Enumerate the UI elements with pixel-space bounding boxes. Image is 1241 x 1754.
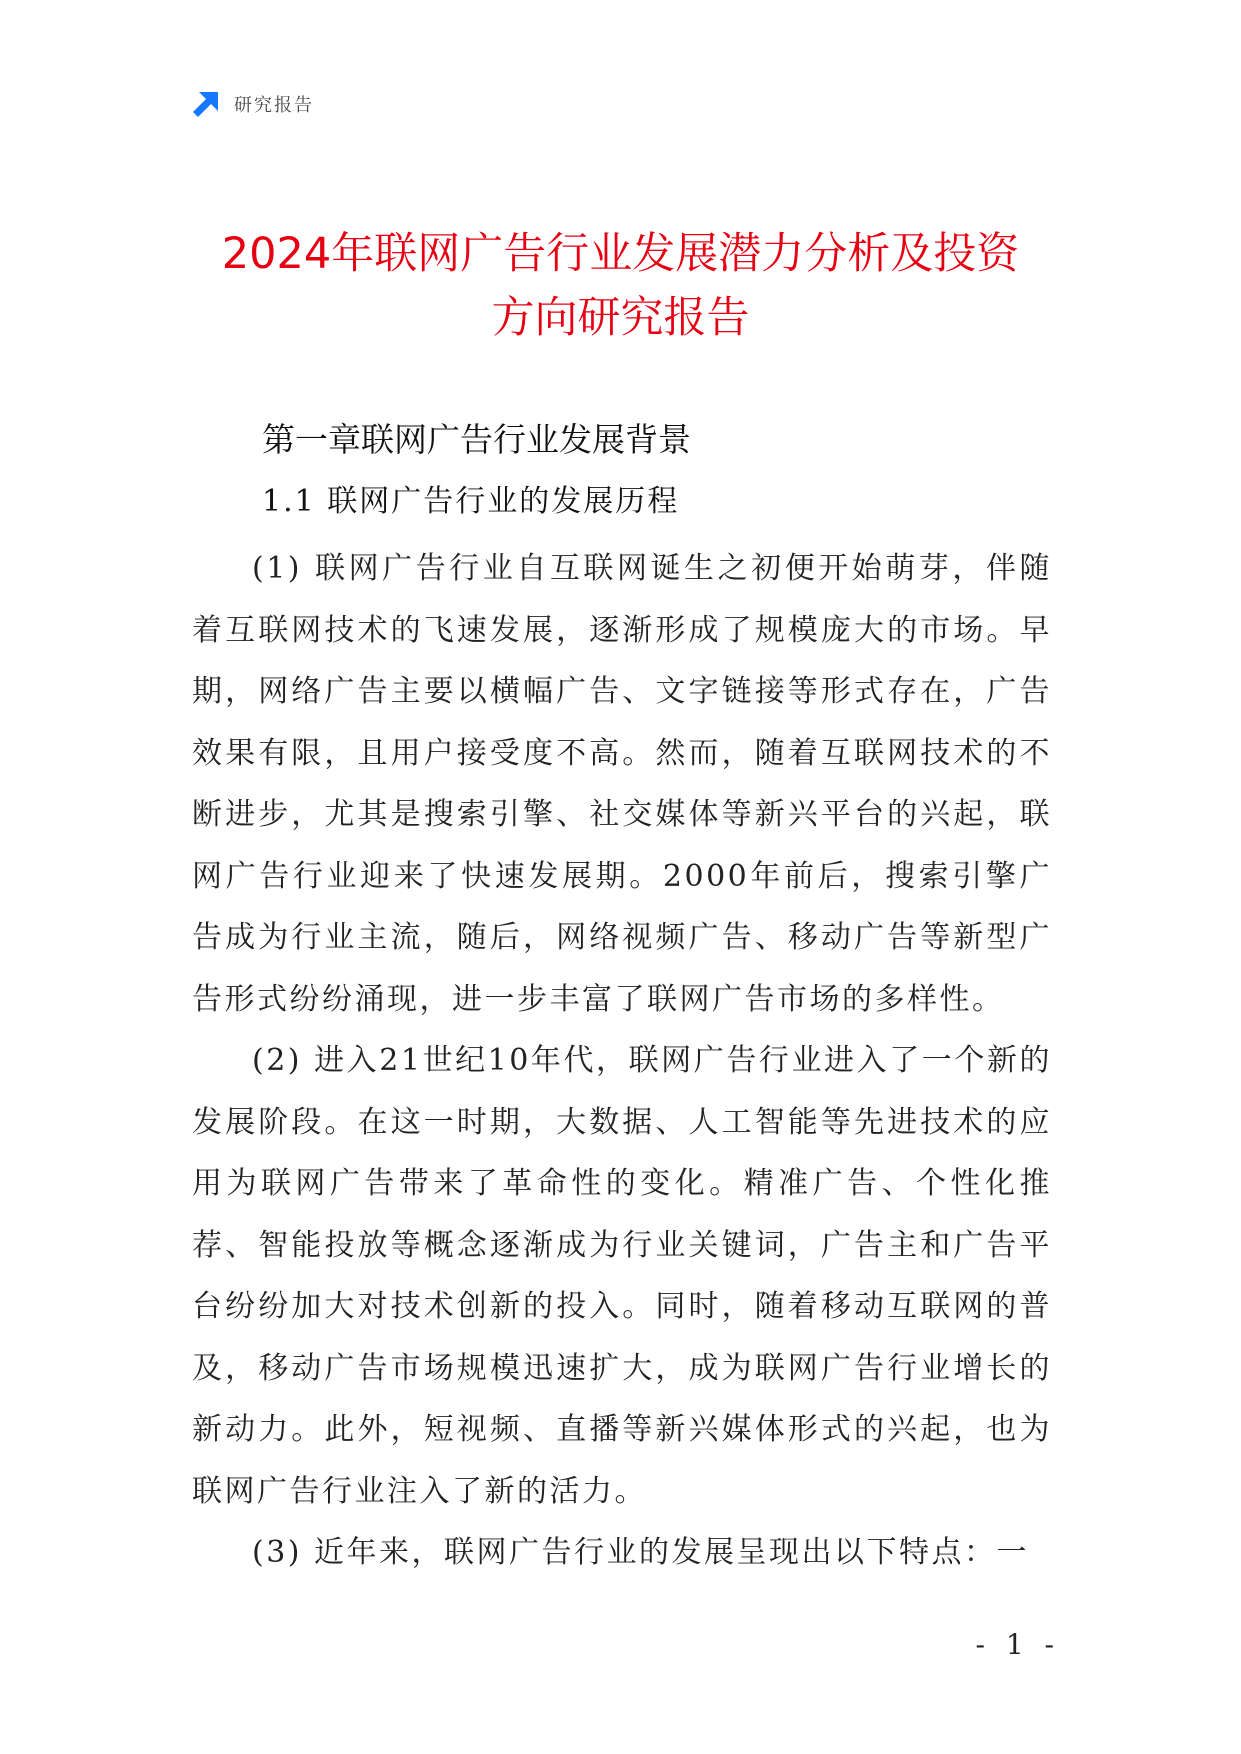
section-heading: 1.1 联网广告行业的发展历程 (262, 484, 680, 519)
paragraph-2: (2) 进入21世纪10年代，联网广告行业进入了一个新的发展阶段。在这一时期，大数据、人工智能等先进技术的应用为联网广告带来了革命性的变化。精准广告、个性化推荐、智能投放等概念逐渐成为行业关键词，广告主和广告平台纷纷加大对技术创新的投入。同时，随着移动互联网的普及，移动广告市场规模迅速扩大，成为联网广告行业增长的新动力。此外，短视频、直播等新兴媒体形式的兴起，也为联网广告行业注入了新的活力。 (192, 1043, 1052, 1509)
page-number: - 1 - (975, 1628, 1060, 1661)
chapter-heading: 第一章联网广告行业发展背景 (262, 420, 691, 459)
arrow-up-right-icon (190, 88, 222, 120)
paragraph-1: (1) 联网广告行业自互联网诞生之初便开始萌芽，伴随着互联网技术的飞速发展，逐渐形成了规模庞大的市场。早期，网络广告主要以横幅广告、文字链接等形式存在，广告效果有限，且用户接受度不高。然而，随着互联网技术的不断进步，尤其是搜索引擎、社交媒体等新兴平台的兴起，联网广告行业迎来了快速发展期。2000年前后，搜索引擎广告成为行业主流，随后，网络视频广告、移动广告等新型广告形式纷纷涌现，进一步丰富了联网广告市场的多样性。 (192, 551, 1052, 1017)
paragraph-3: (3) 近年来，联网广告行业的发展呈现出以下特点：一 (252, 1535, 1030, 1570)
title-line-1: 2024年联网广告行业发展潜力分析及投资 (221, 229, 1020, 279)
body-text (192, 538, 1052, 1584)
document-title (150, 222, 1091, 350)
report-header (190, 88, 314, 120)
header-label: 研究报告 (234, 95, 314, 116)
title-line-2: 方向研究报告 (491, 293, 750, 343)
